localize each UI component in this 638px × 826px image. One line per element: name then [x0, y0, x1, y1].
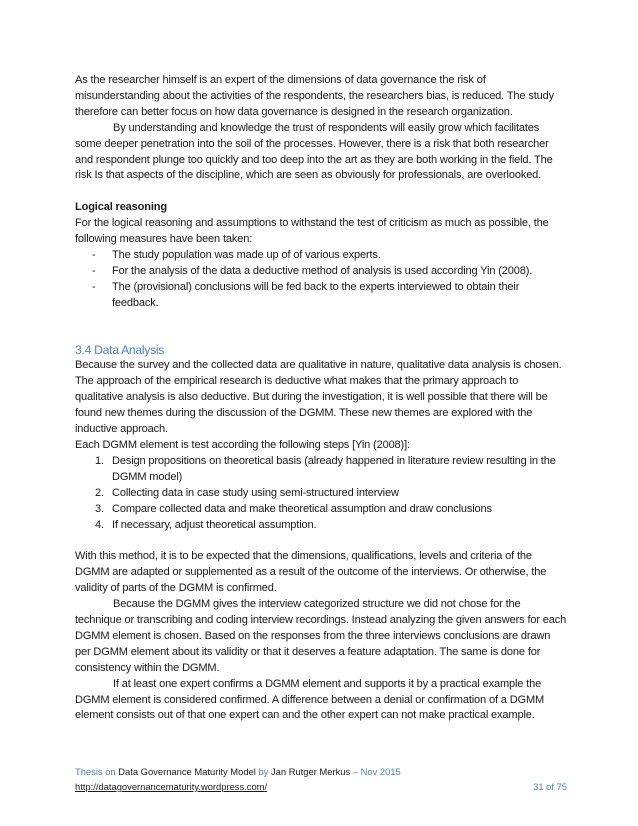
- paragraph-trust: By understanding and knowledge the trust of respondents will easily grow which facilitates some deeper penetration into the soil of the processes. However, there is a risk that both researcher and respondent plunge too quickly and too deep into the art as they are both working in the field. The risk Is that aspects of the discipline, which are seen as obviously for professionals, are overlooked.: [75, 121, 553, 182]
- page-footer: [75, 764, 567, 794]
- list-item: 4. If necessary, adjust theoretical assumption.: [95, 518, 317, 531]
- footer-title: Data Governance Maturity Model: [118, 766, 256, 777]
- paragraph-interview-structure: Because the DGMM gives the interview categorized structure we did not chose for the technique or transcribing and coding interview recordings. Instead analyzing the given answers for each DGMM element is chosen. Based on the responses from the three interviews conclusions are drawn per DGMM element about its validity or that it deserves a feature adaptation. The same is done for consistency within the DGMM.: [75, 598, 567, 674]
- paragraph-qualitative: Because the survey and the collected data are qualitative in nature, qualitative data analysis is chosen. The approach of the empirical research is deductive what makes that the primary approach to qualitative analysis is also deductive. But during the investigation, it is well possible that there will be found new themes during the discussion of the DGMM. These new themes are explored with the inductive approach.: [75, 359, 562, 436]
- list-item: - The study population was made up of of various experts.: [92, 248, 381, 261]
- list-item: - The (provisional) conclusions will be fed back to the experts interviewed to obtain their feedback.: [92, 280, 520, 309]
- steps-list: [75, 454, 567, 534]
- paragraph-researcher-expertise: As the researcher himself is an expert of the dimensions of data governance the risk of misunderstanding about the activities of the respondents, the researchers bias, is reduced. The study therefore can better focus on how data governance is designed in the research organization.: [75, 74, 554, 118]
- paragraph-method-expectation: With this method, it is to be expected that the dimensions, qualifications, levels and criteria of the DGMM are adapted or supplemented as a result of the outcome of the interviews. Or otherwise, the validity of parts of the DGMM is confirmed.: [75, 550, 547, 595]
- page-content: [75, 73, 567, 724]
- footer-url-link[interactable]: http://datagovernancematurity.wordpress.com/: [75, 781, 268, 792]
- steps-intro: Each DGMM element is test according the following steps [Yin (2008)]:: [75, 439, 410, 452]
- section-heading-data-analysis: 3.4 Data Analysis: [75, 342, 165, 357]
- list-item: 3. Compare collected data and make theoretical assumption and draw conclusions: [95, 502, 492, 515]
- footer-author: Jan Rutger Merkus: [270, 766, 351, 777]
- measures-list: [75, 248, 567, 312]
- footer-date: – Nov 2015: [352, 766, 401, 777]
- logical-reasoning-heading: Logical reasoning: [75, 201, 167, 214]
- footer-citation: Thesis on Data Governance Maturity Model by Jan Rutger Merkus – Nov 2015: [75, 766, 401, 777]
- list-item: - For the analysis of the data a deductive method of analysis is used according Yin (2008).: [92, 264, 533, 277]
- list-item: 1. Design propositions on theoretical basis (already happened in literature review resulting in the DGMM model): [95, 454, 556, 483]
- paragraph-confirmation: If at least one expert confirms a DGMM element and supports it by a practical example the DGMM element is considered confirmed. A difference between a denial or confirmation of a DGMM element consists out of that one expert can and the other expert can not make practical example.: [75, 677, 545, 722]
- list-item: 2. Collecting data in case study using semi-structured interview: [95, 486, 399, 499]
- page-number: 31 of 75: [533, 781, 567, 792]
- logical-reasoning-intro: For the logical reasoning and assumptions to withstand the test of criticism as much as possible, the following measures have been taken:: [75, 217, 549, 246]
